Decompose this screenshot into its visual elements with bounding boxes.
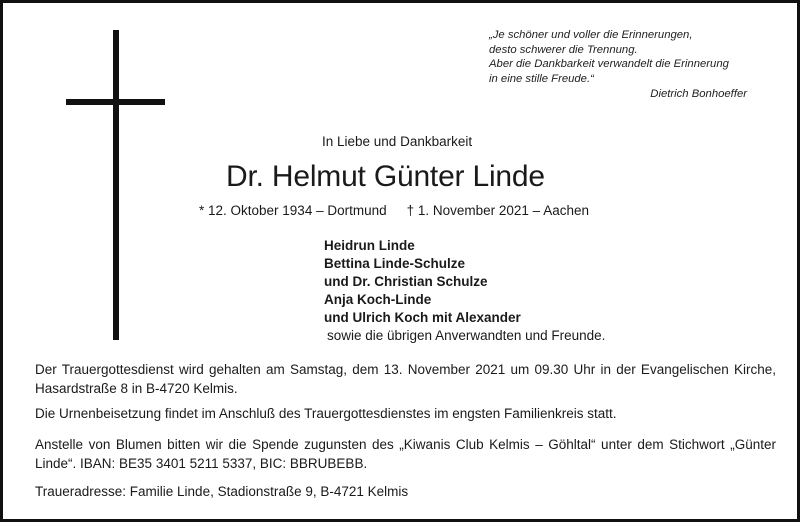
mourner-name: Heidrun Linde [324, 238, 415, 253]
quote-line: in eine stille Freude.“ [489, 72, 594, 85]
donation-paragraph: Anstelle von Blumen bitten wir die Spende zugunsten des „Kiwanis Club Kelmis – Göhltal“ unter dem Stichwort „Günter Linde“. IBAN: BE35 3401 5211 5337, BIC: BBRUBEBB. [35, 437, 776, 471]
mourner-name: und Dr. Christian Schulze [324, 274, 488, 289]
other-relatives: sowie die übrigen Anverwandten und Freunde. [327, 328, 606, 343]
service-paragraph: Der Trauergottesdienst wird gehalten am Samstag, dem 13. November 2021 um 09.30 Uhr in der Evangelischen Kirche, Hasardstraße 8 in B-4720 Kelmis. [35, 362, 776, 396]
cross-icon-vertical [113, 30, 119, 340]
mourner-name: und Ulrich Koch mit Alexander [324, 310, 521, 325]
mourner-name: Bettina Linde-Schulze [324, 256, 466, 271]
bonhoeffer-quote [489, 28, 769, 102]
quote-line: desto schwerer die Trennung. [489, 43, 638, 56]
death-date: † 1. November 2021 – Aachen [406, 203, 589, 218]
address-paragraph: Traueradresse: Familie Linde, Stadionstraße 9, B-4721 Kelmis [35, 484, 409, 499]
cross-icon-horizontal [66, 99, 165, 105]
intro-text: In Liebe und Dankbarkeit [322, 134, 473, 149]
urn-paragraph: Die Urnenbeisetzung findet im Anschluß des Trauergottesdienstes im engsten Familienkreis statt. [35, 406, 617, 421]
quote-author: Dietrich Bonhoeffer [650, 88, 747, 101]
quote-line: „Je schöner und voller die Erinnerungen, [489, 29, 693, 41]
mourner-name: Anja Koch-Linde [324, 292, 432, 307]
deceased-name: Dr. Helmut Günter Linde [226, 160, 545, 193]
quote-line: Aber die Dankbarkeit verwandelt die Erinnerung [489, 58, 729, 71]
mourners-list [324, 237, 605, 345]
birth-date: * 12. Oktober 1934 – Dortmund [199, 203, 387, 218]
life-dates [199, 203, 589, 218]
